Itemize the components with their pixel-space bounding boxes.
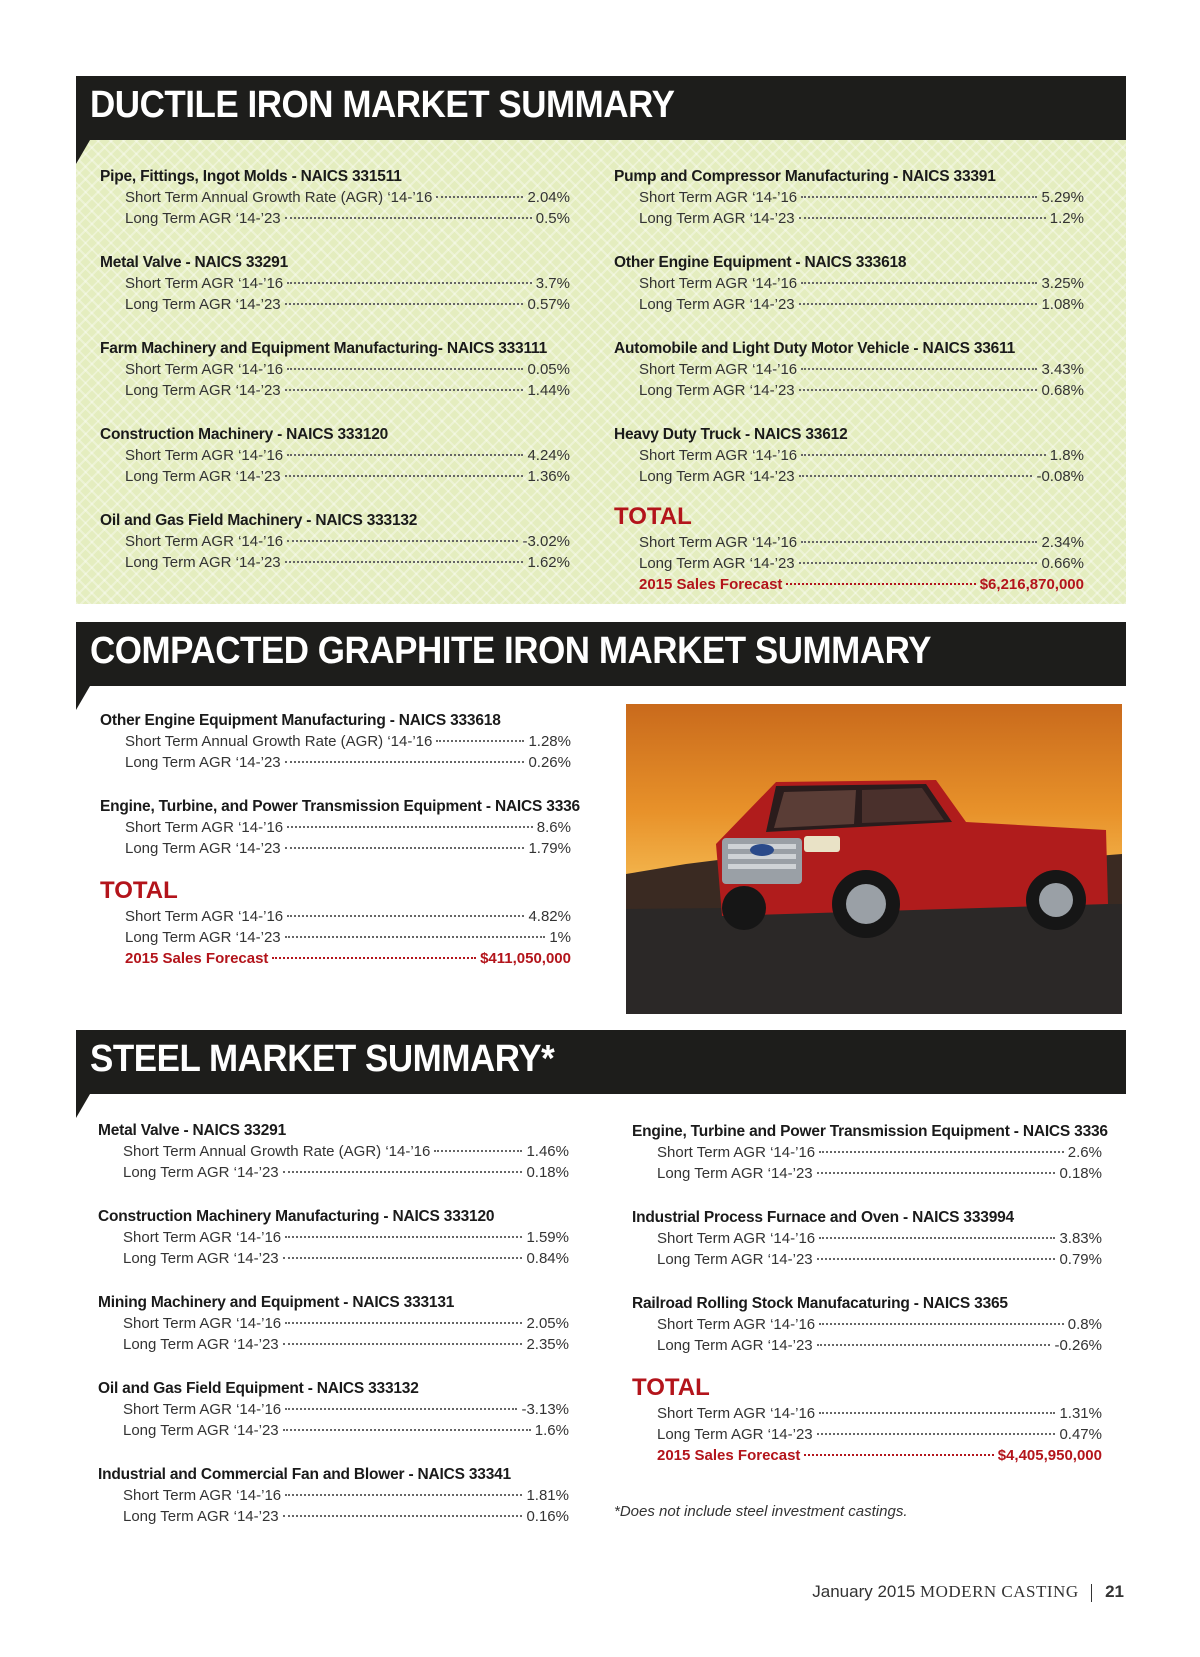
group-title: Construction Machinery Manufacturing - NAICS 333120 [98,1208,495,1225]
steel-left-column [98,1120,569,1550]
short-term-row [98,1313,569,1334]
long-term-row [100,927,571,948]
row-label: Short Term AGR ‘14-’16 [657,1144,816,1161]
dot-leader [804,1454,993,1456]
row-value: 1.8% [1049,447,1084,464]
dot-leader [285,303,524,305]
dot-leader [819,1323,1064,1325]
row-value: 1.31% [1059,1405,1102,1422]
row-label: 2015 Sales Forecast [125,950,269,967]
ductile-notch [76,140,90,164]
row-label: Short Term AGR ‘14-’16 [125,908,284,925]
row-label: Short Term AGR ‘14-’16 [125,533,284,550]
dot-leader [436,740,524,742]
row-value: 0.79% [1059,1251,1102,1268]
ductile-right-column [614,166,1084,595]
row-label: Long Term AGR ‘14-’23 [125,296,281,313]
dot-leader [801,541,1037,543]
dot-leader [285,1236,522,1238]
dot-leader [819,1412,1055,1414]
short-term-row [100,187,570,208]
dot-leader [283,1429,531,1431]
ductile-total [614,502,1084,595]
long-term-row [632,1249,1102,1270]
short-term-row [98,1399,569,1420]
row-label: Long Term AGR ‘14-’23 [125,929,281,946]
row-label: Short Term AGR ‘14-’16 [639,534,798,551]
row-label: Short Term AGR ‘14-’16 [639,189,798,206]
row-label: Long Term AGR ‘14-’23 [123,1250,279,1267]
magazine-name: MODERN CASTING [920,1582,1079,1601]
pickup-truck-photo [626,704,1122,1014]
group-title: Pipe, Fittings, Ingot Molds - NAICS 331511 [100,168,402,185]
short-term-row [100,906,571,927]
short-term-row [98,1485,569,1506]
group-title: Railroad Rolling Stock Manufacaturing - NAICS 3365 [632,1295,1008,1312]
row-label: Short Term AGR ‘14-’16 [123,1315,282,1332]
dot-leader [285,761,525,763]
row-label: Long Term AGR ‘14-’23 [657,1426,813,1443]
row-value: 3.43% [1041,361,1084,378]
dot-leader [817,1433,1056,1435]
row-value: 2.6% [1067,1144,1102,1161]
row-label: Long Term AGR ‘14-’23 [639,468,795,485]
row-value: 1.59% [526,1229,569,1246]
steel-footnote: *Does not include steel investment castings. [614,1503,908,1520]
row-label: Long Term AGR ‘14-’23 [639,210,795,227]
group-title: Industrial and Commercial Fan and Blower - NAICS 33341 [98,1466,511,1483]
short-term-row [100,531,570,552]
short-term-row [100,359,570,380]
steel-right-column [632,1121,1108,1466]
short-term-row [100,273,570,294]
row-value: 1.6% [534,1422,569,1439]
row-value: $411,050,000 [480,950,571,967]
market-group [614,252,1084,315]
group-title: Construction Machinery - NAICS 333120 [100,426,389,443]
dot-leader [801,454,1046,456]
dot-leader [272,957,476,959]
row-value: 1.2% [1049,210,1084,227]
market-group [614,166,1084,229]
row-label: Long Term AGR ‘14-’23 [123,1508,279,1525]
dot-leader [801,196,1037,198]
dot-leader [285,561,524,563]
row-value: 4.24% [527,447,570,464]
row-value: 4.82% [528,908,571,925]
long-term-row [100,294,570,315]
row-label: Short Term AGR ‘14-’16 [657,1405,816,1422]
steel-title: STEEL MARKET SUMMARY* [90,1038,555,1080]
short-term-row [632,1314,1102,1335]
dot-leader [285,1408,517,1410]
cgi-title: COMPACTED GRAPHITE IRON MARKET SUMMARY [90,630,931,672]
market-group [100,166,570,229]
dot-leader [786,583,975,585]
dot-leader [799,303,1038,305]
cgi-column [100,710,580,969]
row-value: 0.68% [1041,382,1084,399]
market-group [100,510,570,573]
long-term-row [98,1420,569,1441]
long-term-row [98,1248,569,1269]
dot-leader [285,475,524,477]
row-label: Long Term AGR ‘14-’23 [639,296,795,313]
dot-leader [287,368,523,370]
row-value: -0.26% [1054,1337,1102,1354]
row-label: Long Term AGR ‘14-’23 [123,1336,279,1353]
short-term-row [100,731,571,752]
row-label: Short Term Annual Growth Rate (AGR) ‘14-’16 [123,1143,431,1160]
group-title: Metal Valve - NAICS 33291 [98,1122,286,1139]
group-title: Heavy Duty Truck - NAICS 33612 [614,426,848,443]
long-term-row [632,1424,1102,1445]
long-term-row [100,752,571,773]
long-term-row [614,553,1084,574]
row-label: Short Term AGR ‘14-’16 [639,447,798,464]
row-value: 1.44% [527,382,570,399]
short-term-row [98,1141,569,1162]
row-value: 0.16% [526,1508,569,1525]
row-label: Short Term AGR ‘14-’16 [639,275,798,292]
short-term-row [100,817,571,838]
market-group [614,338,1084,401]
dot-leader [817,1258,1056,1260]
row-value: 3.7% [535,275,570,292]
row-label: Short Term AGR ‘14-’16 [125,275,284,292]
long-term-row [98,1506,569,1527]
page-footer [812,1582,1124,1602]
row-label: Short Term AGR ‘14-’16 [125,361,284,378]
dot-leader [799,562,1038,564]
dot-leader [799,389,1038,391]
row-label: Long Term AGR ‘14-’23 [125,210,281,227]
forecast-row [632,1445,1102,1466]
market-group [98,1378,569,1441]
footer-divider [1091,1584,1092,1602]
long-term-row [100,380,570,401]
long-term-row [614,380,1084,401]
group-title: Oil and Gas Field Machinery - NAICS 333132 [100,512,418,529]
dot-leader [799,217,1046,219]
cgi-banner [76,622,1126,686]
row-value: 0.05% [527,361,570,378]
long-term-row [614,208,1084,229]
market-group [98,1292,569,1355]
long-term-row [632,1335,1102,1356]
row-label: Short Term AGR ‘14-’16 [123,1487,282,1504]
group-title: Other Engine Equipment - NAICS 333618 [614,254,907,271]
group-title: Automobile and Light Duty Motor Vehicle - NAICS 33611 [614,340,1016,357]
row-value: -3.13% [521,1401,569,1418]
forecast-row [100,948,571,969]
dot-leader [285,389,524,391]
market-group [632,1207,1102,1270]
short-term-row [632,1403,1102,1424]
market-group [100,796,580,859]
total-heading: TOTAL [100,877,178,904]
long-term-row [100,208,570,229]
market-group [100,338,570,401]
market-group [98,1120,569,1183]
row-value: 0.66% [1041,555,1084,572]
dot-leader [287,915,524,917]
dot-leader [817,1344,1051,1346]
group-title: Farm Machinery and Equipment Manufacturing- NAICS 333111 [100,340,548,357]
row-value: 1.62% [527,554,570,571]
row-label: Short Term AGR ‘14-’16 [125,819,284,836]
row-label: Short Term AGR ‘14-’16 [657,1230,816,1247]
long-term-row [632,1163,1102,1184]
group-title: Pump and Compressor Manufacturing - NAICS 33391 [614,168,996,185]
market-group [98,1206,569,1269]
group-title: Metal Valve - NAICS 33291 [100,254,288,271]
group-title: Mining Machinery and Equipment - NAICS 333131 [98,1294,455,1311]
dot-leader [283,1257,523,1259]
row-value: 1.08% [1041,296,1084,313]
dot-leader [819,1237,1055,1239]
row-label: Long Term AGR ‘14-’23 [657,1165,813,1182]
ductile-banner [76,76,1126,140]
total-heading: TOTAL [632,1374,710,1401]
row-value: 5.29% [1041,189,1084,206]
row-label: 2015 Sales Forecast [657,1447,801,1464]
cgi-groups [100,710,580,859]
row-label: Long Term AGR ‘14-’23 [125,468,281,485]
dot-leader [287,826,533,828]
row-value: 1.46% [526,1143,569,1160]
ductile-right-groups [614,166,1084,487]
row-value: -3.02% [522,533,570,550]
row-value: 2.05% [526,1315,569,1332]
group-title: Other Engine Equipment Manufacturing - NAICS 333618 [100,712,501,729]
dot-leader [285,1322,522,1324]
steel-right-groups [632,1121,1108,1356]
dot-leader [283,1343,523,1345]
row-label: Long Term AGR ‘14-’23 [125,382,281,399]
market-group [100,252,570,315]
pickup-truck-illustration [626,704,1122,1014]
row-label: Short Term Annual Growth Rate (AGR) ‘14-’16 [125,733,433,750]
long-term-row [98,1334,569,1355]
row-value: 1.81% [526,1487,569,1504]
dot-leader [436,196,523,198]
row-value: 1.79% [528,840,571,857]
long-term-row [98,1162,569,1183]
dot-leader [287,282,532,284]
row-value: 0.47% [1059,1426,1102,1443]
row-label: Long Term AGR ‘14-’23 [125,754,281,771]
market-group [614,424,1084,487]
row-label: Long Term AGR ‘14-’23 [657,1337,813,1354]
row-label: 2015 Sales Forecast [639,576,783,593]
row-value: 1.28% [528,733,571,750]
row-label: Long Term AGR ‘14-’23 [123,1164,279,1181]
dot-leader [285,936,546,938]
market-group [100,424,570,487]
cgi-notch [76,686,90,710]
ductile-title: DUCTILE IRON MARKET SUMMARY [90,84,675,126]
dot-leader [285,217,532,219]
ductile-left-column [100,166,570,596]
row-value: 2.04% [527,189,570,206]
dot-leader [799,475,1033,477]
dot-leader [819,1151,1064,1153]
cgi-total [100,876,571,969]
row-label: Long Term AGR ‘14-’23 [639,382,795,399]
long-term-row [100,552,570,573]
market-group [100,710,571,773]
row-label: Long Term AGR ‘14-’23 [639,555,795,572]
row-label: Long Term AGR ‘14-’23 [125,554,281,571]
dot-leader [285,1494,522,1496]
row-value: 1% [549,929,571,946]
row-label: Short Term AGR ‘14-’16 [657,1316,816,1333]
row-value: 0.18% [1059,1165,1102,1182]
issue-date: January 2015 [812,1582,916,1601]
dot-leader [801,282,1037,284]
dot-leader [817,1172,1056,1174]
dot-leader [801,368,1037,370]
market-group [632,1121,1108,1184]
row-value: 3.25% [1041,275,1084,292]
row-value: 2.34% [1041,534,1084,551]
short-term-row [632,1228,1102,1249]
short-term-row [614,359,1084,380]
short-term-row [614,445,1084,466]
dot-leader [287,454,523,456]
row-value: 8.6% [536,819,571,836]
row-label: Short Term AGR ‘14-’16 [639,361,798,378]
dot-leader [283,1171,523,1173]
row-label: Short Term AGR ‘14-’16 [125,447,284,464]
row-label: Short Term AGR ‘14-’16 [123,1229,282,1246]
steel-total [632,1373,1102,1466]
group-title: Oil and Gas Field Equipment - NAICS 333132 [98,1380,419,1397]
market-group [98,1464,569,1527]
short-term-row [614,532,1084,553]
short-term-row [632,1142,1102,1163]
dot-leader [285,847,525,849]
steel-notch [76,1094,90,1118]
row-label: Long Term AGR ‘14-’23 [657,1251,813,1268]
forecast-row [614,574,1084,595]
short-term-row [100,445,570,466]
market-group [632,1293,1102,1356]
row-value: $4,405,950,000 [997,1447,1102,1464]
row-value: 2.35% [526,1336,569,1353]
long-term-row [100,466,570,487]
page-number: 21 [1105,1582,1124,1601]
row-value: -0.08% [1036,468,1084,485]
long-term-row [614,466,1084,487]
row-label: Long Term AGR ‘14-’23 [123,1422,279,1439]
short-term-row [614,187,1084,208]
row-value: 0.26% [528,754,571,771]
row-value: 0.18% [526,1164,569,1181]
row-value: 0.8% [1067,1316,1102,1333]
long-term-row [614,294,1084,315]
short-term-row [614,273,1084,294]
row-value: 0.84% [526,1250,569,1267]
total-heading: TOTAL [614,503,692,530]
row-label: Short Term Annual Growth Rate (AGR) ‘14-’16 [125,189,433,206]
group-title: Engine, Turbine, and Power Transmission Equipment - NAICS 3336 [100,798,580,815]
row-value: 3.83% [1059,1230,1102,1247]
steel-banner [76,1030,1126,1094]
group-title: Industrial Process Furnace and Oven - NAICS 333994 [632,1209,1014,1226]
dot-leader [434,1150,522,1152]
short-term-row [98,1227,569,1248]
row-value: $6,216,870,000 [979,576,1084,593]
row-label: Long Term AGR ‘14-’23 [125,840,281,857]
long-term-row [100,838,571,859]
row-value: 1.36% [527,468,570,485]
row-label: Short Term AGR ‘14-’16 [123,1401,282,1418]
dot-leader [283,1515,523,1517]
row-value: 0.5% [535,210,570,227]
dot-leader [287,540,518,542]
group-title: Engine, Turbine and Power Transmission Equipment - NAICS 3336 [632,1123,1108,1140]
row-value: 0.57% [527,296,570,313]
